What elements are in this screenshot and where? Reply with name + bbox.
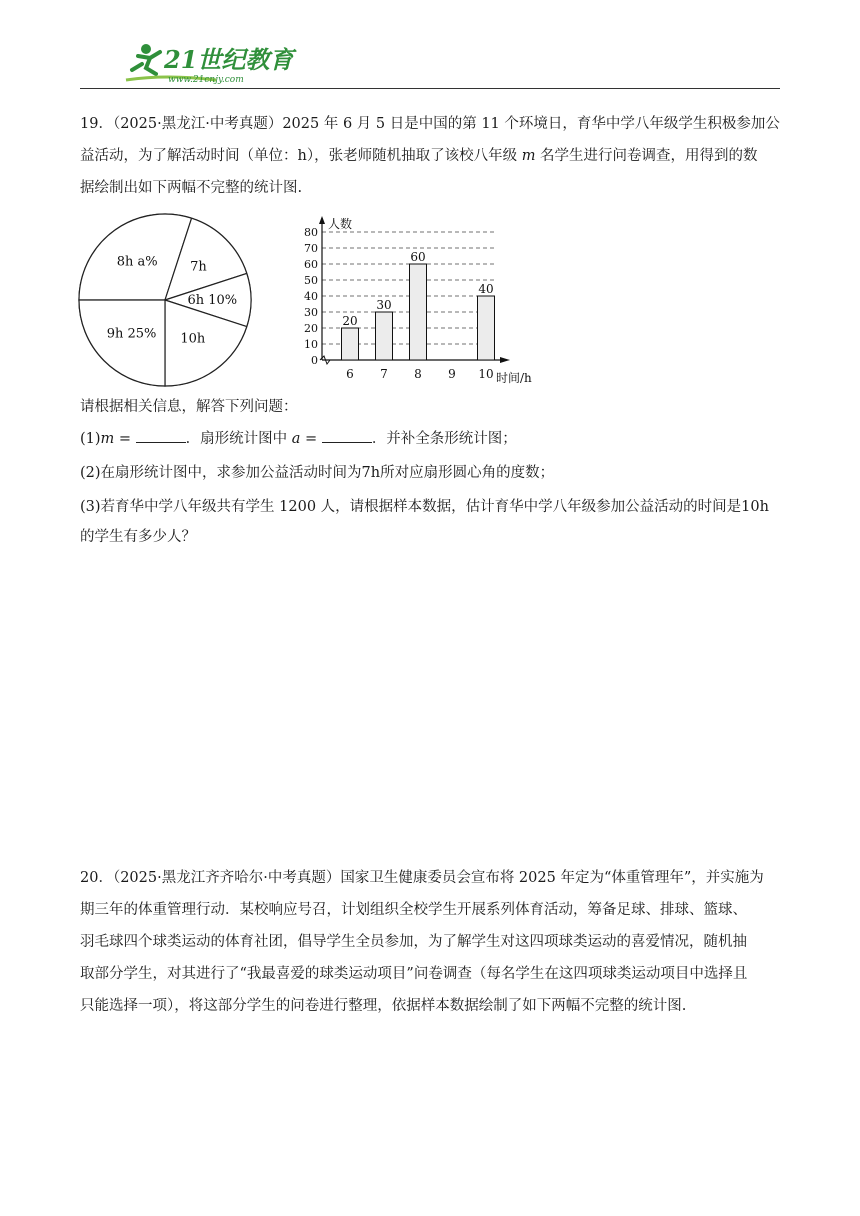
q20-number: 20．: [80, 870, 113, 886]
y-tick-label: 70: [304, 242, 318, 255]
q19-line3: 据绘制出如下两幅不完整的统计图.: [80, 180, 303, 196]
q19-line1: 2025 年 6 月 5 日是中国的第 11 个环境日，育华中学八年级学生积极参加公: [282, 116, 780, 132]
sub1-var-a: a: [291, 431, 301, 447]
pie-slice-9h: [79, 300, 165, 386]
pie-label-7h: 7h: [190, 259, 207, 275]
x-axis-label: 时间/h: [496, 371, 532, 385]
y-tick-label: 20: [304, 322, 318, 335]
page-header: [80, 36, 780, 89]
sub1-number: (1): [80, 431, 101, 447]
sub1-var-m: m: [100, 431, 115, 447]
q20-line2: 期三年的体重管理行动．某校响应号召，计划组织全校学生开展系列体育活动，筹备足球、排球、篮球、: [80, 902, 747, 918]
blank-m[interactable]: [136, 426, 186, 443]
q19-prompt: 请根据相关信息，解答下列问题：: [80, 399, 298, 415]
site-logo: [106, 40, 306, 86]
pie-label-10h: 10h: [180, 331, 206, 347]
q19-source: （2025·黑龙江·中考真题）: [112, 116, 283, 132]
x-tick-label: 9: [448, 367, 456, 381]
y-tick-label: 10: [304, 338, 318, 351]
y-tick-label: 50: [304, 274, 318, 287]
bar-6: [342, 328, 359, 360]
bar-7: [376, 312, 393, 360]
q19-var-m: m: [521, 148, 536, 164]
bar-data-label: 20: [342, 314, 358, 328]
logo-url-text: www.21cnjy.com: [168, 75, 244, 85]
pie-label-9h: 9h 25%: [106, 326, 157, 342]
q20-stem: [80, 862, 780, 1022]
q19-sub1: [80, 424, 780, 454]
y-axis-label: 人数: [328, 217, 353, 231]
bar-data-label: 30: [376, 298, 392, 312]
y-axis-arrow-icon: [319, 216, 325, 224]
y-tick-label: 30: [304, 306, 318, 319]
y-tick-label: 40: [304, 290, 318, 303]
bar-chart: [300, 200, 550, 390]
q19-line2a: 益活动，为了解活动时间（单位：h），张老师随机抽取了该校八年级: [80, 148, 522, 164]
bar-data-label: 60: [410, 250, 426, 264]
logo-text: 21世纪教育: [164, 45, 294, 74]
q20-line4: 取部分学生，对其进行了“我最喜爱的球类运动项目”问卷调查（每名学生在这四项球类运动项目中选择且: [80, 966, 748, 982]
y-tick-label: 0: [311, 354, 318, 367]
y-tick-label: 80: [304, 226, 318, 239]
x-tick-label: 10: [478, 367, 494, 381]
bar-10: [478, 296, 495, 360]
x-tick-label: 7: [380, 367, 388, 381]
x-tick-label: 8: [414, 367, 422, 381]
sub1-text-c: ．并补全条形统计图；: [371, 431, 517, 447]
sub1-eq1: =: [114, 431, 136, 447]
q19-sub3-line1: (3)若育华中学八年级共有学生 1200 人，请根据样本数据，估计育华中学八年级参加公益活动的时间是10h: [80, 499, 769, 515]
q20-line3: 羽毛球四个球类运动的体育社团，倡导学生全员参加，为了解学生对这四项球类运动的喜爱情况，随机抽: [80, 934, 747, 950]
sub1-text-b: ．扇形统计图中: [185, 431, 292, 447]
pie-label-8h: 8h a%: [116, 254, 158, 270]
pie-label-6h: 6h 10%: [187, 293, 238, 308]
q20-source: （2025·黑龙江齐齐哈尔·中考真题）: [112, 870, 341, 886]
q19-number: 19．: [80, 116, 113, 132]
x-tick-label: 6: [346, 367, 354, 381]
q19-sub2: (2)在扇形统计图中，求参加公益活动时间为7h所对应扇形圆心角的度数；: [80, 465, 555, 481]
q19-line2b: 名学生进行问卷调查，用得到的数: [535, 148, 758, 164]
x-axis-arrow-icon: [500, 357, 510, 363]
q19-sub3-line2: 的学生有多少人？: [80, 529, 196, 545]
pie-chart: [78, 212, 258, 388]
q20-line5: 只能选择一项），将这部分学生的问卷进行整理，依据样本数据绘制了如下两幅不完整的统计图.: [80, 998, 687, 1014]
q19-stem: [80, 108, 780, 204]
sub1-eq2: =: [300, 431, 322, 447]
q20-line1: 国家卫生健康委员会宣布将 2025 年定为“体重管理年”，并实施为: [340, 870, 764, 886]
bar-data-label: 40: [478, 282, 494, 296]
y-tick-label: 60: [304, 258, 318, 271]
blank-a[interactable]: [322, 426, 372, 443]
bar-8: [410, 264, 427, 360]
